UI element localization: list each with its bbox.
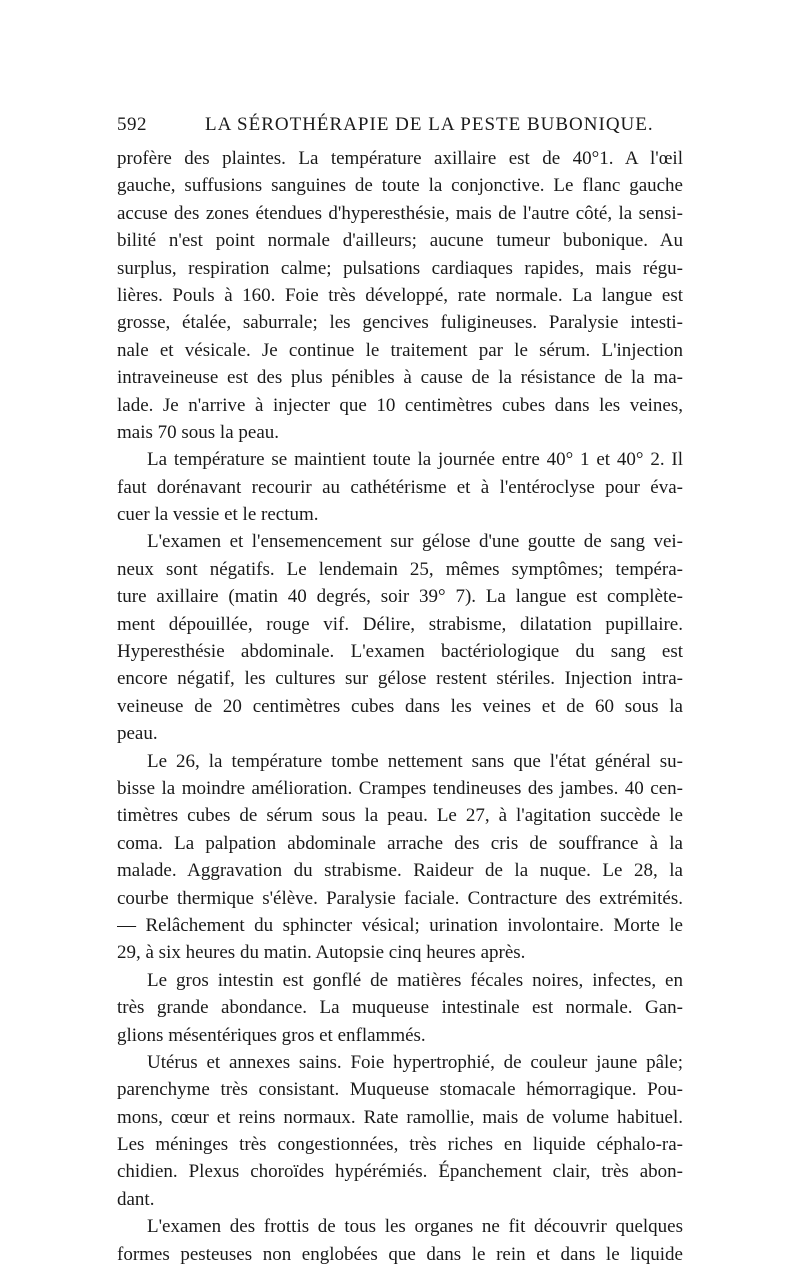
text-line: lade. Je n'arrive à injecter que 10 centimètres cubes dans les veines, (117, 394, 683, 416)
text-line: timètres cubes de sérum sous la peau. Le 27, à l'agitation succède le (117, 805, 683, 827)
text-line: 29, à six heures du matin. Autopsie cinq heures après. (117, 942, 526, 964)
text-line: L'examen et l'ensemencement sur gélose d'une goutte de sang vei- (147, 531, 683, 553)
text-line: ture axillaire (matin 40 degrés, soir 39° 7). La langue est complète- (117, 586, 683, 608)
text-line: mais 70 sous la peau. (117, 421, 280, 443)
text-line: intraveineuse est des plus pénibles à cause de la résistance de la ma- (117, 367, 683, 389)
text-line: dant. (117, 1188, 155, 1210)
text-line: courbe thermique s'élève. Paralysie faciale. Contracture des extrémités. (117, 887, 683, 909)
running-head: LA SÉROTHÉRAPIE DE LA PESTE BUBONIQUE. (205, 114, 654, 135)
text-line: faut dorénavant recourir au cathétérisme et à l'entéroclyse pour éva- (117, 476, 683, 498)
text-line: peau. (117, 723, 158, 745)
text-line: La température se maintient toute la journée entre 40° 1 et 40° 2. Il (147, 449, 683, 471)
text-line: gauche, suffusions sanguines de toute la conjonctive. Le flanc gauche (117, 175, 683, 197)
text-line: malade. Aggravation du strabisme. Raideur de la nuque. Le 28, la (117, 860, 683, 882)
text-line: coma. La palpation abdominale arrache des cris de souffrance à la (117, 832, 683, 854)
text-line: mons, cœur et reins normaux. Rate ramollie, mais de volume habituel. (117, 1106, 683, 1128)
text-line: Utérus et annexes sains. Foie hypertrophié, de couleur jaune pâle; (147, 1051, 683, 1073)
text-line: grosse, étalée, saburrale; les gencives fuligineuses. Paralysie intesti- (117, 312, 683, 334)
text-line: chidien. Plexus choroïdes hypérémiés. Épanchement clair, très abon- (117, 1161, 683, 1183)
text-line: surplus, respiration calme; pulsations cardiaques rapides, mais régu- (117, 257, 683, 279)
text-line: accuse des zones étendues d'hyperesthésie, mais de l'autre côté, la sensi- (117, 202, 683, 224)
text-line: Hyperesthésie abdominale. L'examen bactériologique du sang est (117, 641, 683, 663)
text-line: très grande abondance. La muqueuse intestinale est normale. Gan- (117, 997, 683, 1019)
text-line: encore négatif, les cultures sur gélose restent stériles. Injection intra- (117, 668, 683, 690)
text-line: ment dépouillée, rouge vif. Délire, strabisme, dilatation pupillaire. (117, 613, 683, 635)
text-line: parenchyme très consistant. Muqueuse stomacale hémorragique. Pou- (117, 1079, 683, 1101)
text-line: bilité n'est point normale d'ailleurs; aucune tumeur bubonique. Au (117, 230, 683, 252)
body-text (117, 145, 683, 1268)
text-line: profère des plaintes. La température axillaire est de 40°1. A l'œil (117, 148, 683, 169)
text-line: — Relâchement du sphincter vésical; urination involontaire. Morte le (117, 914, 683, 936)
text-line: L'examen des frottis de tous les organes ne fit découvrir quelques (147, 1216, 683, 1238)
text-line: formes pesteuses non englobées que dans le rein et dans le liquide (117, 1243, 683, 1265)
page-header (117, 114, 683, 142)
text-line: veineuse de 20 centimètres cubes dans les veines et de 60 sous la (117, 695, 683, 717)
text-line: glions mésentériques gros et enflammés. (117, 1024, 426, 1046)
text-line: cuer la vessie et le rectum. (117, 504, 319, 526)
text-line: lières. Pouls à 160. Foie très développé, rate normale. La langue est (117, 284, 683, 306)
text-line: Le 26, la température tombe nettement sans que l'état général su- (147, 750, 683, 772)
text-line: Le gros intestin est gonflé de matières fécales noires, infectes, en (147, 969, 683, 991)
page-number: 592 (117, 114, 147, 135)
text-line: bisse la moindre amélioration. Crampes tendineuses des jambes. 40 cen- (117, 777, 683, 799)
text-line: Les méninges très congestionnées, très riches en liquide céphalo-ra- (117, 1134, 683, 1156)
text-line: neux sont négatifs. Le lendemain 25, mêmes symptômes; tempéra- (117, 558, 683, 580)
text-line: nale et vésicale. Je continue le traitement par le sérum. L'injection (117, 339, 683, 361)
